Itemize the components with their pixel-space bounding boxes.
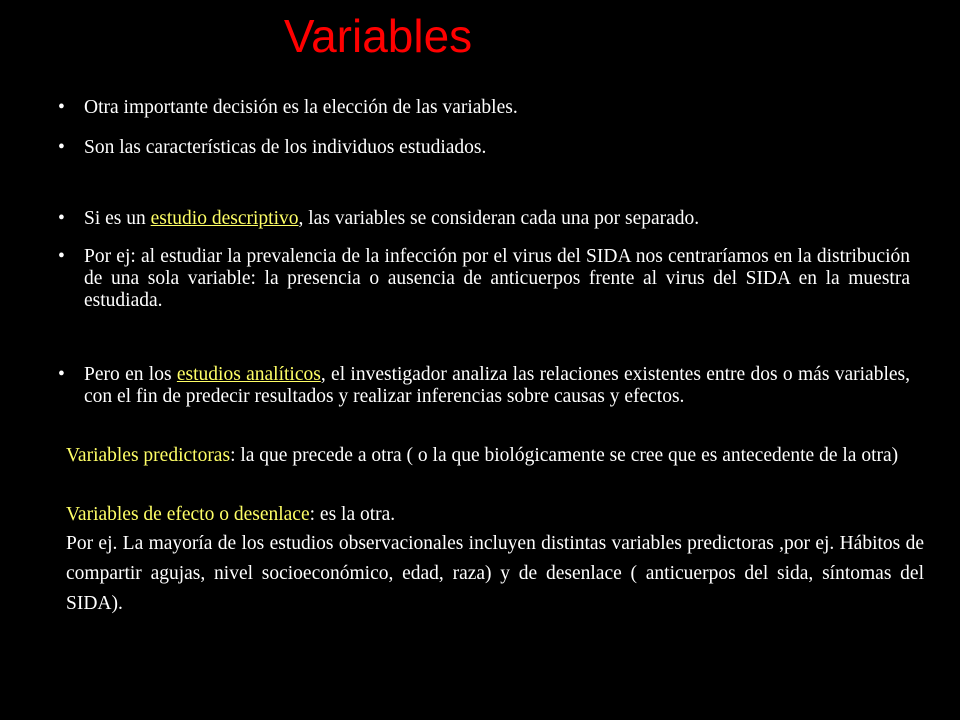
bullet-text: Son las características de los individuos estudiados. xyxy=(84,137,487,158)
bullet-marker: • xyxy=(58,97,65,118)
bullet-text: Otra importante decisión es la elección de las variables. xyxy=(84,97,518,118)
bullet-item xyxy=(58,97,910,119)
bullet-text: Por ej: al estudiar la prevalencia de la infección por el virus del SIDA nos centraríamos en la distribución de una sola variable: la presencia o ausencia de anticuerpos frente al virus del SIDA en la muestra estudiada. xyxy=(84,246,910,311)
bullet-marker: • xyxy=(58,208,65,229)
bullet-text-pre: Pero en los xyxy=(84,364,177,385)
definition-text: : la que precede a otra ( o la que biológicamente se cree que es antecedente de la otra) xyxy=(230,445,899,466)
slide-title: Variables xyxy=(283,10,473,62)
bullet-item xyxy=(58,208,910,230)
bullet-marker: • xyxy=(58,137,65,158)
definition-predictoras xyxy=(66,441,924,471)
bullet-text-post: , el investigador analiza las relaciones existentes entre dos o más variables, con el fin de predecir resultados y realizar inferencias sobre causas y efectos. xyxy=(84,364,910,407)
bullet-text xyxy=(84,364,910,408)
definition-desenlace xyxy=(66,500,924,530)
bullet-text-post: , las variables se consideran cada una por separado. xyxy=(298,208,700,229)
bullet-marker: • xyxy=(58,364,65,385)
definition-term: Variables de efecto o desenlace xyxy=(66,504,310,525)
bullet-item xyxy=(58,246,910,312)
definition-text: : es la otra. xyxy=(309,504,396,525)
estudios-analiticos-link[interactable]: estudios analíticos xyxy=(176,364,321,385)
bullet-text xyxy=(84,208,910,230)
definition-term: Variables predictoras xyxy=(66,445,231,466)
bullet-item xyxy=(58,364,910,408)
estudio-descriptivo-link[interactable]: estudio descriptivo xyxy=(150,208,299,229)
bullet-marker: • xyxy=(58,246,65,267)
bullet-text-pre: Si es un xyxy=(84,208,151,229)
bullet-item xyxy=(58,137,910,159)
example-paragraph: Por ej. La mayoría de los estudios observacionales incluyen distintas variables predictoras ,por ej. Hábitos de compartir agujas, nivel socioeconómico, edad, raza) y de desenlace ( anticuerpos del sida, síntomas del SIDA). xyxy=(66,533,924,614)
